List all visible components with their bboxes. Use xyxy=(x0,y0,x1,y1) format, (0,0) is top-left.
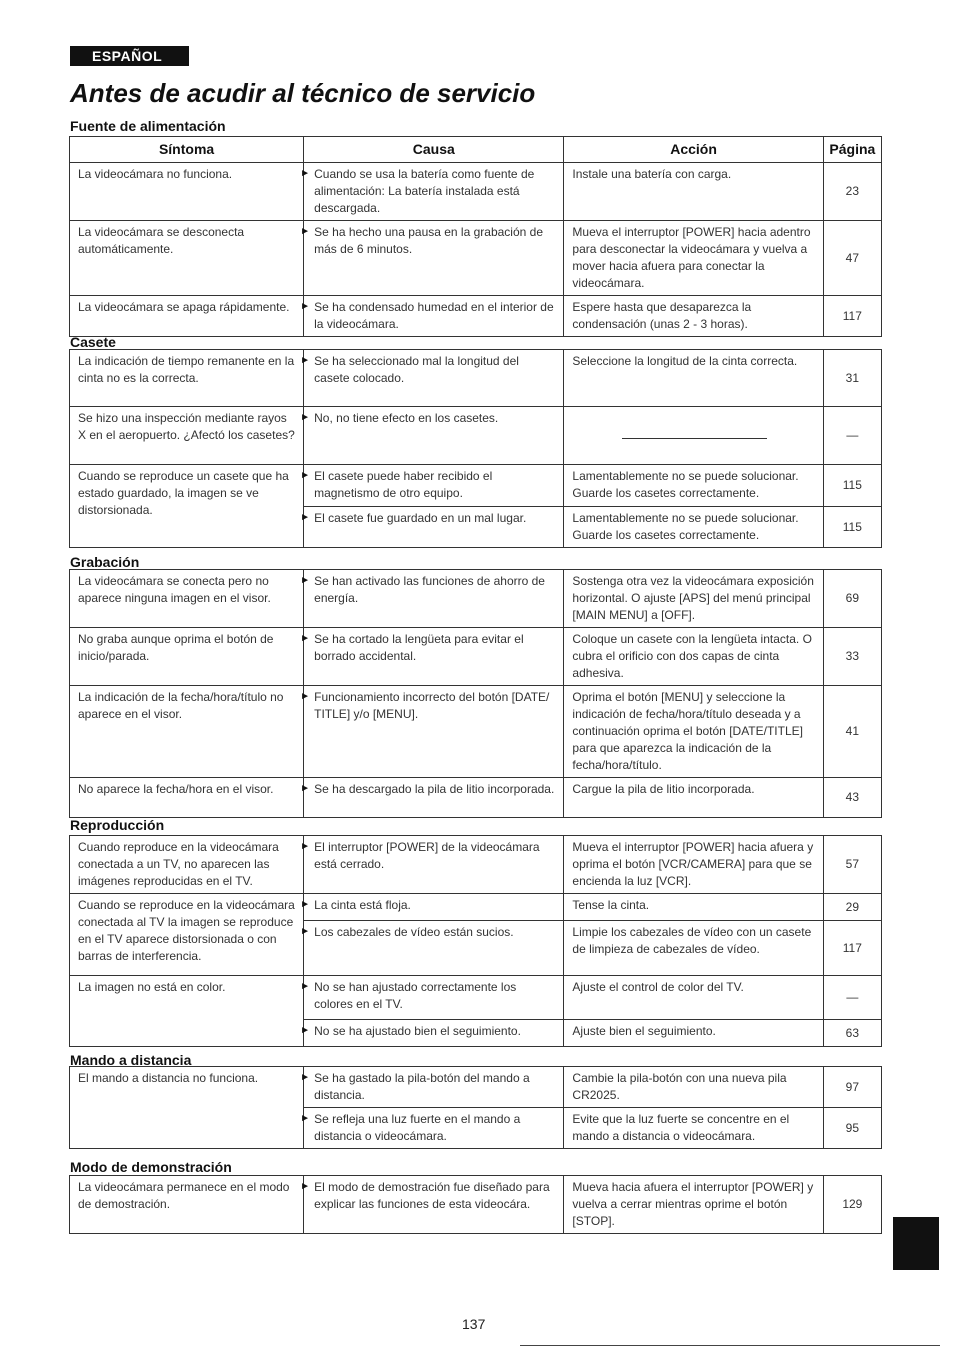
section-title-casete: Casete xyxy=(70,334,116,350)
causa-cell xyxy=(300,1067,564,1108)
accion-cell: Lamentablemente no se puede solucionar. Guarde los casetes correctamente. xyxy=(564,465,823,507)
section-marker-block xyxy=(893,1217,939,1270)
section-title-fuente: Fuente de alimentación xyxy=(70,118,226,134)
sintoma-cell: No graba aunque oprima el botón de inicio/parada. xyxy=(70,628,304,686)
arrow-icon: ► xyxy=(300,899,311,910)
causa-text: El modo de demostración fue diseñado para explicar las funciones de esta videocára. xyxy=(314,1180,550,1211)
accion-cell: Sostenga otra vez la videocámara exposición horizontal. O ajuste [APS] del menú principal [MAIN MENU] a [OFF]. xyxy=(564,570,823,628)
pagina-cell: 117 xyxy=(823,296,881,337)
causa-text: Se ha seleccionado mal la longitud del casete colocado. xyxy=(314,354,519,385)
table-row xyxy=(70,350,882,407)
pagina-cell: 31 xyxy=(823,350,881,407)
causa-text: Se ha descargado la pila de litio incorporada. xyxy=(314,782,555,796)
causa-text: No, no tiene efecto en los casetes. xyxy=(314,411,499,425)
accion-cell: Mueva el interruptor [POWER] hacia adentro para desconectar la videocámara y vuelva a mover hacia afuera para conectar la videocámara. xyxy=(564,221,823,296)
arrow-icon: ► xyxy=(300,783,311,794)
pagina-cell: 95 xyxy=(823,1108,881,1149)
accion-cell: Mueva el interruptor [POWER] hacia afuera y oprima el botón [VCR/CAMERA] para que se encienda la luz [VCR]. xyxy=(564,836,823,894)
table-reproduccion xyxy=(69,835,882,1047)
table-row xyxy=(70,1176,882,1234)
sintoma-cell: Cuando se reproduce un casete que ha estado guardado, la imagen se ve distorsionada. xyxy=(70,465,304,548)
accion-cell: Evite que la luz fuerte se concentre en el mando a distancia o videocámara. xyxy=(564,1108,823,1149)
arrow-icon: ► xyxy=(300,168,311,179)
causa-cell xyxy=(300,1020,564,1047)
accion-cell: Espere hasta que desaparezca la condensación (unas 2 - 3 horas). xyxy=(564,296,823,337)
accion-cell: Tense la cinta. xyxy=(564,894,823,921)
sintoma-cell: La indicación de la fecha/hora/título no aparece en el visor. xyxy=(70,686,304,778)
causa-cell xyxy=(300,350,564,407)
table-row xyxy=(70,628,882,686)
causa-cell xyxy=(300,407,564,465)
accion-cell: Ajuste bien el seguimiento. xyxy=(564,1020,823,1047)
pagina-cell: 69 xyxy=(823,570,881,628)
accion-cell xyxy=(564,407,823,465)
accion-cell: Lamentablemente no se puede solucionar. Guarde los casetes correctamente. xyxy=(564,507,823,548)
arrow-icon: ► xyxy=(300,1113,311,1124)
table-header-row xyxy=(70,137,882,163)
causa-text: No se ha ajustado bien el seguimiento. xyxy=(314,1024,521,1038)
sintoma-cell: Cuando reproduce en la videocámara conectada a un TV, no aparecen las imágenes reproducidas en el TV. xyxy=(70,836,304,894)
causa-text: Se ha condensado humedad en el interior de la videocámara. xyxy=(314,300,554,331)
causa-cell xyxy=(300,921,564,976)
arrow-icon: ► xyxy=(300,633,311,644)
accion-cell: Seleccione la longitud de la cinta correcta. xyxy=(564,350,823,407)
accion-cell: Instale una batería con carga. xyxy=(564,163,823,221)
causa-text: Se ha cortado la lengüeta para evitar el borrado accidental. xyxy=(314,632,524,663)
table-row xyxy=(70,778,882,818)
accion-cell: Cargue la pila de litio incorporada. xyxy=(564,778,823,818)
causa-text: Los cabezales de vídeo están sucios. xyxy=(314,925,514,939)
pagina-cell: — xyxy=(823,976,881,1020)
causa-cell xyxy=(300,296,564,337)
causa-text: Se ha gastado la pila-botón del mando a distancia. xyxy=(314,1071,530,1102)
table-mando xyxy=(69,1066,882,1149)
table-row xyxy=(70,894,882,921)
pagina-cell: 63 xyxy=(823,1020,881,1047)
section-title-demo: Modo de demonstración xyxy=(70,1159,232,1175)
causa-cell xyxy=(300,894,564,921)
table-row xyxy=(70,1067,882,1108)
sintoma-cell: La videocámara se desconecta automáticamente. xyxy=(70,221,304,296)
table-row xyxy=(70,686,882,778)
causa-cell xyxy=(300,570,564,628)
pagina-cell: 43 xyxy=(823,778,881,818)
arrow-icon: ► xyxy=(300,1181,311,1192)
sintoma-cell: La videocámara se apaga rápidamente. xyxy=(70,296,304,337)
causa-cell xyxy=(300,163,564,221)
section-title-mando: Mando a distancia xyxy=(70,1052,192,1068)
arrow-icon: ► xyxy=(300,575,311,586)
causa-text: El casete fue guardado en un mal lugar. xyxy=(314,511,527,525)
table-row xyxy=(70,836,882,894)
arrow-icon: ► xyxy=(300,226,311,237)
accion-cell: Mueva hacia afuera el interruptor [POWER] y vuelva a cerrar mientras oprime el botón [STOP]. xyxy=(564,1176,823,1234)
pagina-cell: 97 xyxy=(823,1067,881,1108)
arrow-icon: ► xyxy=(300,981,311,992)
table-row xyxy=(70,407,882,465)
language-tag: ESPAÑOL xyxy=(70,46,189,66)
arrow-icon: ► xyxy=(300,1072,311,1083)
page-title: Antes de acudir al técnico de servicio xyxy=(70,78,536,108)
causa-text: La cinta está floja. xyxy=(314,898,411,912)
table-demo xyxy=(69,1175,882,1234)
accion-cell: Oprima el botón [MENU] y seleccione la indicación de fecha/hora/título deseada y a continuación oprima el botón [DATE/TITLE] para que aparezca la indicación de la fecha/hora/título. xyxy=(564,686,823,778)
arrow-icon: ► xyxy=(300,841,311,852)
table-casete xyxy=(69,349,882,548)
arrow-icon: ► xyxy=(300,926,311,937)
bottom-rule xyxy=(520,1345,940,1346)
pagina-cell: 129 xyxy=(823,1176,881,1234)
accion-cell: Coloque un casete con la lengüeta intacta. O cubra el orificio con dos capas de cinta adhesiva. xyxy=(564,628,823,686)
pagina-cell: 115 xyxy=(823,507,881,548)
causa-cell xyxy=(300,1108,564,1149)
pagina-cell: 23 xyxy=(823,163,881,221)
accion-cell: Limpie los cabezales de vídeo con un casete de limpieza de cabezales de vídeo. xyxy=(564,921,823,976)
causa-cell xyxy=(300,778,564,818)
causa-cell xyxy=(300,507,564,548)
causa-text: Funcionamiento incorrecto del botón [DATE/ TITLE] y/o [MENU]. xyxy=(314,690,550,721)
pagina-cell: 33 xyxy=(823,628,881,686)
pagina-cell: 117 xyxy=(823,921,881,976)
table-row xyxy=(70,163,882,221)
pagina-cell: 57 xyxy=(823,836,881,894)
causa-text: El casete puede haber recibido el magnetismo de otro equipo. xyxy=(314,469,493,500)
section-title-grabacion: Grabación xyxy=(70,554,140,570)
causa-text: El interruptor [POWER] de la videocámara está cerrado. xyxy=(314,840,540,871)
arrow-icon: ► xyxy=(300,470,311,481)
arrow-icon: ► xyxy=(300,355,311,366)
empty-action-line xyxy=(622,438,767,439)
section-title-reproduccion: Reproducción xyxy=(70,817,165,833)
pagina-cell: 29 xyxy=(823,894,881,921)
table-row xyxy=(70,465,882,507)
table-row xyxy=(70,221,882,296)
causa-text: No se han ajustado correctamente los colores en el TV. xyxy=(314,980,517,1011)
accion-cell: Cambie la pila-botón con una nueva pila CR2025. xyxy=(564,1067,823,1108)
causa-cell xyxy=(300,465,564,507)
causa-cell xyxy=(300,836,564,894)
table-fuente xyxy=(69,136,882,337)
causa-text: Cuando se usa la batería como fuente de alimentación: La batería instalada está descargada. xyxy=(314,167,535,215)
sintoma-cell: Se hizo una inspección mediante rayos X en el aeropuerto. ¿Afectó los casetes? xyxy=(70,407,304,465)
page-number: 137 xyxy=(462,1316,486,1332)
pagina-cell: 115 xyxy=(823,465,881,507)
causa-cell xyxy=(300,221,564,296)
arrow-icon: ► xyxy=(300,1025,311,1036)
causa-text: Se ha hecho una pausa en la grabación de más de 6 minutos. xyxy=(314,225,543,256)
table-row xyxy=(70,570,882,628)
column-header-pagina: Página xyxy=(823,137,881,163)
arrow-icon: ► xyxy=(300,301,311,312)
sintoma-cell: No aparece la fecha/hora en el visor. xyxy=(70,778,304,818)
sintoma-cell: La videocámara no funciona. xyxy=(70,163,304,221)
sintoma-cell: Cuando se reproduce en la videocámara conectada al TV la imagen se reproduce en el TV aparece distorsionada o con barras de interferencia. xyxy=(70,894,304,976)
sintoma-cell: La indicación de tiempo remanente en la cinta no es la correcta. xyxy=(70,350,304,407)
table-row xyxy=(70,296,882,337)
causa-cell xyxy=(300,686,564,778)
causa-text: Se refleja una luz fuerte en el mando a distancia o videocámara. xyxy=(314,1112,521,1143)
arrow-icon: ► xyxy=(300,691,311,702)
table-row xyxy=(70,976,882,1020)
sintoma-cell: El mando a distancia no funciona. xyxy=(70,1067,304,1149)
causa-cell xyxy=(300,628,564,686)
column-header-accion: Acción xyxy=(564,137,823,163)
sintoma-cell: La imagen no está en color. xyxy=(70,976,304,1047)
sintoma-cell: La videocámara se conecta pero no aparece ninguna imagen en el visor. xyxy=(70,570,304,628)
pagina-cell: — xyxy=(823,407,881,465)
causa-text: Se han activado las funciones de ahorro de energía. xyxy=(314,574,545,605)
sintoma-cell: La videocámara permanece en el modo de demostración. xyxy=(70,1176,304,1234)
arrow-icon: ► xyxy=(300,412,311,423)
pagina-cell: 41 xyxy=(823,686,881,778)
accion-cell: Ajuste el control de color del TV. xyxy=(564,976,823,1020)
causa-cell xyxy=(300,1176,564,1234)
arrow-icon: ► xyxy=(300,512,311,523)
column-header-causa: Causa xyxy=(304,137,564,163)
column-header-sintoma: Síntoma xyxy=(70,137,304,163)
causa-cell xyxy=(300,976,564,1020)
pagina-cell: 47 xyxy=(823,221,881,296)
table-grabacion xyxy=(69,569,882,818)
